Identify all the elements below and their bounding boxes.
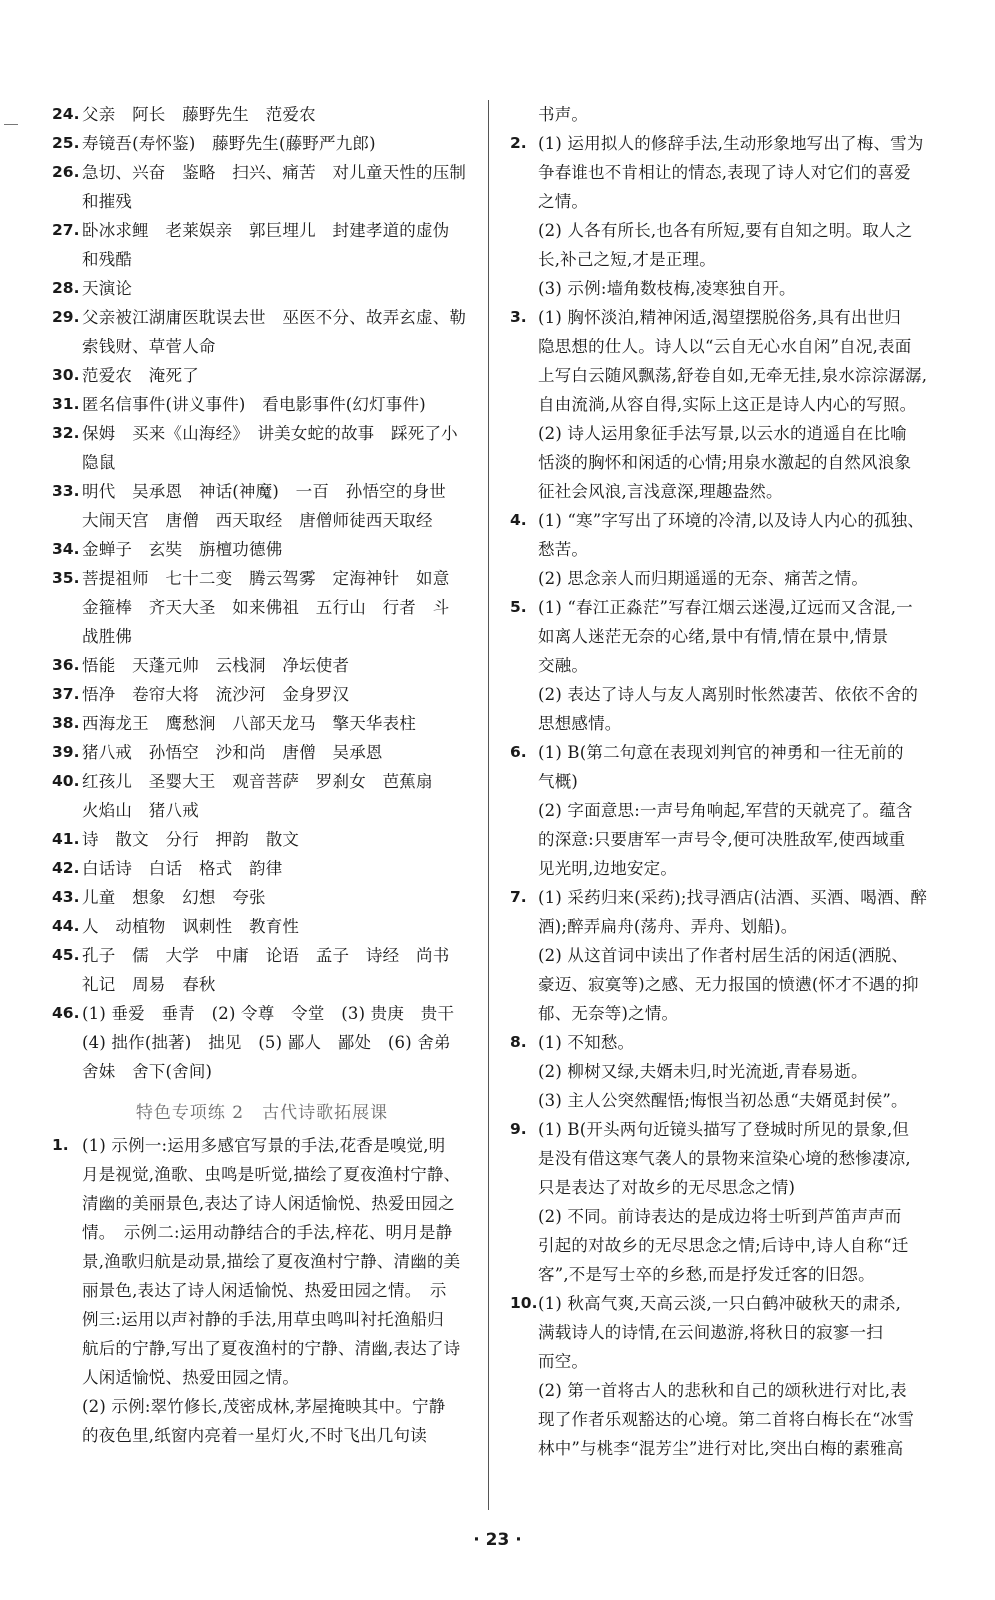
answer-line: 豪迈、寂寞等)之感、无力报国的愤懑(怀才不遇的抑 xyxy=(538,975,919,994)
item-number: 39. xyxy=(52,743,80,761)
item-number: 3. xyxy=(510,308,527,326)
item-number: 27. xyxy=(52,221,80,239)
answer-line: 匿名信事件(讲义事件) 看电影事件(幻灯事件) xyxy=(82,395,426,414)
answer-line: 悟能 天蓬元帅 云栈洞 净坛使者 xyxy=(82,656,350,675)
answer-line: (2) 第一首将古人的悲秋和自己的颂秋进行对比,表 xyxy=(538,1381,907,1400)
answer-line: 和摧残 xyxy=(82,192,133,211)
answer-item xyxy=(510,738,916,883)
answer-line: (2) 字面意思:一声号角响起,军营的天就亮了。蕴含 xyxy=(538,801,913,820)
item-number: 35. xyxy=(52,569,80,587)
answer-item xyxy=(510,506,925,593)
answer-line: 例三:运用以声衬静的手法,用草虫鸣叫衬托渔船归 xyxy=(82,1310,444,1329)
answer-line: (1) 垂爱 垂青 (2) 令尊 令堂 (3) 贵庚 贵干 xyxy=(82,1004,455,1023)
item-number: 42. xyxy=(52,859,80,877)
answer-line: 悟净 卷帘大将 流沙河 金身罗汉 xyxy=(82,685,350,704)
answer-line: 愁苦。 xyxy=(538,540,589,559)
answer-line: 交融。 xyxy=(538,656,589,675)
answer-line: 思想感情。 xyxy=(538,714,622,733)
answer-line: (3) 示例:墙角数枝梅,凌寒独自开。 xyxy=(538,279,796,298)
section-title: 特色专项练 2 古代诗歌拓展课 xyxy=(135,1103,389,1123)
item-number: 4. xyxy=(510,511,527,529)
answer-line: 战胜佛 xyxy=(82,627,133,646)
answer-line: 明代 吴承恩 神话(神魔) 一百 孙悟空的身世 xyxy=(82,482,446,501)
answer-line: (1) 示例一:运用多感官写景的手法,花香是嗅觉,明 xyxy=(82,1136,446,1155)
answer-item xyxy=(52,854,472,883)
answer-item xyxy=(52,564,472,651)
item-number: 36. xyxy=(52,656,80,674)
answer-line: (1) 不知愁。 xyxy=(538,1033,635,1052)
answer-item xyxy=(52,303,472,361)
right-column xyxy=(510,100,928,1463)
answer-line: 月是视觉,渔歌、虫鸣是听觉,描绘了夏夜渔村宁静、 xyxy=(82,1165,461,1184)
answer-line: 征社会风浪,言浅意深,理趣盎然。 xyxy=(538,482,783,501)
answer-line: 清幽的美丽景色,表达了诗人闲适愉悦、热爱田园之 xyxy=(82,1194,455,1213)
answer-line: 火焰山 猪八戒 xyxy=(82,801,199,820)
item-number: 32. xyxy=(52,424,80,442)
left-column xyxy=(52,100,472,1450)
answer-item xyxy=(510,1289,916,1463)
answer-item xyxy=(52,651,472,680)
answer-line: 金蝉子 玄奘 旃檀功德佛 xyxy=(82,540,283,559)
margin-mark xyxy=(4,124,18,125)
answer-item xyxy=(52,361,472,390)
answer-line: 父亲 阿长 藤野先生 范爱农 xyxy=(82,105,316,124)
item-number: 6. xyxy=(510,743,527,761)
answer-line: 如离人迷茫无奈的心绪,景中有情,情在景中,情景 xyxy=(538,627,889,646)
answer-line: 菩提祖师 七十二变 腾云驾雾 定海神针 如意 xyxy=(82,569,450,588)
answer-line: 西海龙王 鹰愁涧 八部天龙马 擎天华表柱 xyxy=(82,714,416,733)
answer-line: (4) 拙作(拙著) 拙见 (5) 鄙人 鄙处 (6) 舍弟 xyxy=(82,1033,451,1052)
answer-line: 客”,不是写士卒的乡愁,而是抒发迁客的旧怨。 xyxy=(538,1265,875,1284)
answer-line: 天演论 xyxy=(82,279,133,298)
answer-line: (1) 秋高气爽,天高云淡,一只白鹤冲破秋天的肃杀, xyxy=(538,1294,902,1313)
answer-item xyxy=(510,303,928,506)
answer-item xyxy=(52,477,472,535)
answer-line: 父亲被江湖庸医耽误去世 巫医不分、故弄玄虚、勒 xyxy=(82,308,467,327)
answer-line: 大闹天宫 唐僧 西天取经 唐僧师徒西天取经 xyxy=(82,511,433,530)
answer-line: (2) 思念亲人而归期遥遥的无奈、痛苦之情。 xyxy=(538,569,869,588)
answer-line: 恬淡的胸怀和闲适的心情;用泉水激起的自然风浪象 xyxy=(538,453,912,472)
item-number: 38. xyxy=(52,714,80,732)
answer-line: 景,渔歌归航是动景,描绘了夏夜渔村宁静、清幽的美 xyxy=(82,1252,461,1271)
answer-item xyxy=(52,274,472,303)
answer-line: (2) 从这首词中读出了作者村居生活的闲适(洒脱、 xyxy=(538,946,909,965)
answer-line: (2) 表达了诗人与友人离别时怅然凄苦、依依不舍的 xyxy=(538,685,919,704)
item-number: 30. xyxy=(52,366,80,384)
answer-item xyxy=(52,1131,472,1450)
answer-line: (2) 人各有所长,也各有所短,要有自知之明。取人之 xyxy=(538,221,913,240)
answer-line: 范爱农 淹死了 xyxy=(82,366,199,385)
answer-item xyxy=(52,767,472,825)
answer-item xyxy=(510,1028,916,1115)
answer-line: 争春谁也不肯相让的情态,表现了诗人对它们的喜爱 xyxy=(538,163,911,182)
answer-line: 人闲适愉悦、热爱田园之情。 xyxy=(82,1368,300,1387)
answer-line: 只是表达了对故乡的无尽思念之情) xyxy=(538,1178,796,1197)
answer-line: 之情。 xyxy=(538,192,589,211)
item-number: 43. xyxy=(52,888,80,906)
answer-line: 上写白云随风飘荡,舒卷自如,无牵无挂,泉水淙淙潺潺, xyxy=(538,366,928,385)
item-number: 2. xyxy=(510,134,527,152)
answer-line: 而空。 xyxy=(538,1352,589,1371)
answer-line: 丽景色,表达了诗人闲适愉悦、热爱田园之情。 示 xyxy=(82,1281,447,1300)
answer-item xyxy=(510,129,924,303)
item-number: 24. xyxy=(52,105,80,123)
item-number: 10. xyxy=(510,1294,538,1312)
continued-text xyxy=(510,100,916,129)
answer-line: 诗 散文 分行 押韵 散文 xyxy=(82,830,300,849)
answer-item xyxy=(52,941,472,999)
answer-line: 见光明,边地安定。 xyxy=(538,859,678,878)
answer-line: 长,补己之短,才是正理。 xyxy=(538,250,716,269)
answer-line: (2) 不同。前诗表达的是成边将士听到芦笛声声而 xyxy=(538,1207,902,1226)
answer-item xyxy=(52,680,472,709)
answer-line: 情。 示例二:运用动静结合的手法,梓花、明月是静 xyxy=(82,1223,453,1242)
answer-item xyxy=(52,535,472,564)
answer-line: 保姆 买来《山海经》 讲美女蛇的故事 踩死了小 xyxy=(82,424,458,443)
answer-item xyxy=(510,1115,916,1289)
answer-line: 隐思想的仕人。诗人以“云自无心水自闲”自况,表面 xyxy=(538,337,912,356)
answer-line: (1) “春江正淼茫”写春江烟云迷漫,辽远而又含混,一 xyxy=(538,598,913,617)
answer-line: 林中”与桃李“混芳尘”进行对比,突出白梅的素雅高 xyxy=(538,1439,904,1458)
answer-line: 气概) xyxy=(538,772,579,791)
answer-item xyxy=(52,158,472,216)
answer-line: 白话诗 白话 格式 韵律 xyxy=(82,859,283,878)
item-number: 8. xyxy=(510,1033,527,1051)
answer-item xyxy=(52,390,472,419)
answer-line: 引起的对故乡的无尽思念之情;后诗中,诗人自称“迁 xyxy=(538,1236,909,1255)
answer-item xyxy=(52,129,472,158)
item-number: 40. xyxy=(52,772,80,790)
answer-item xyxy=(52,419,472,477)
answer-line: (3) 主人公突然醒悟;悔恨当初怂恿“夫婿觅封侯”。 xyxy=(538,1091,908,1110)
answer-line: 现了作者乐观豁达的心境。第二首将白梅长在“冰雪 xyxy=(538,1410,915,1429)
item-number: 1. xyxy=(52,1136,69,1154)
item-number: 37. xyxy=(52,685,80,703)
answer-line: 航后的宁静,写出了夏夜渔村的宁静、清幽,表达了诗 xyxy=(82,1339,461,1358)
answer-item xyxy=(52,216,472,274)
item-number: 29. xyxy=(52,308,80,326)
item-number: 44. xyxy=(52,917,80,935)
answer-item xyxy=(510,883,928,1028)
answer-line: (2) 诗人运用象征手法写景,以云水的逍遥自在比喻 xyxy=(538,424,907,443)
answer-line: 的夜色里,纸窗内亮着一星灯火,不时飞出几句读 xyxy=(82,1426,427,1445)
item-number: 28. xyxy=(52,279,80,297)
answer-line: 和残酷 xyxy=(82,250,133,269)
answer-line: (1) 胸怀淡泊,精神闲适,渴望摆脱俗务,具有出世归 xyxy=(538,308,902,327)
item-number: 5. xyxy=(510,598,527,616)
answer-line: (2) 示例:翠竹修长,茂密成林,茅屋掩映其中。宁静 xyxy=(82,1397,446,1416)
answer-item xyxy=(52,709,472,738)
item-number: 33. xyxy=(52,482,80,500)
answer-item xyxy=(52,100,472,129)
answer-line: 猪八戒 孙悟空 沙和尚 唐僧 吴承恩 xyxy=(82,743,383,762)
answer-line: 书声。 xyxy=(538,105,589,124)
answer-line: (1) B(开头两句近镜头描写了登城时所见的景象,但 xyxy=(538,1120,910,1139)
answer-line: 儿童 想象 幻想 夸张 xyxy=(82,888,266,907)
column-divider xyxy=(488,100,489,1510)
answer-line: 金箍棒 齐天大圣 如来佛祖 五行山 行者 斗 xyxy=(82,598,450,617)
answer-line: 的深意:只要唐军一声号令,便可决胜敌军,使西域重 xyxy=(538,830,906,849)
item-number: 34. xyxy=(52,540,80,558)
answer-line: 急切、兴奋 鉴略 扫兴、痛苦 对儿童天性的压制 xyxy=(82,163,467,182)
answer-line: 隐鼠 xyxy=(82,453,116,472)
page-number: · 23 · xyxy=(473,1530,522,1550)
answer-line: (1) 运用拟人的修辞手法,生动形象地写出了梅、雪为 xyxy=(538,134,924,153)
answer-line: 索钱财、草菅人命 xyxy=(82,337,216,356)
answer-item xyxy=(52,738,472,767)
item-number: 9. xyxy=(510,1120,527,1138)
item-number: 31. xyxy=(52,395,80,413)
answer-line: (1) 采药归来(采药);找寻酒店(沽酒、买酒、喝酒、醉 xyxy=(538,888,928,907)
item-number: 25. xyxy=(52,134,80,152)
answer-line: (1) “寒”字写出了环境的冷清,以及诗人内心的孤独、 xyxy=(538,511,925,530)
answer-line: 郁、无奈等)之情。 xyxy=(538,1004,679,1023)
item-number: 45. xyxy=(52,946,80,964)
item-number: 26. xyxy=(52,163,80,181)
answer-item xyxy=(52,912,472,941)
answer-line: 红孩儿 圣婴大王 观音菩萨 罗刹女 芭蕉扇 xyxy=(82,772,433,791)
item-number: 7. xyxy=(510,888,527,906)
answer-item xyxy=(52,825,472,854)
answer-item xyxy=(510,593,919,738)
answer-line: 是没有借这寒气袭人的景物来渲染心境的愁惨凄凉, xyxy=(538,1149,911,1168)
answer-line: (2) 柳树又绿,夫婿未归,时光流逝,青春易逝。 xyxy=(538,1062,868,1081)
answer-line: 自由流淌,从容自得,实际上这正是诗人内心的写照。 xyxy=(538,395,917,414)
answer-line: 舍妹 舍下(舍间) xyxy=(82,1062,213,1081)
answer-line: 礼记 周易 春秋 xyxy=(82,975,216,994)
answer-item xyxy=(52,999,472,1086)
answer-line: 卧冰求鲤 老莱娱亲 郭巨埋儿 封建孝道的虚伪 xyxy=(82,221,450,240)
answer-line: 寿镜吾(寿怀鉴) 藤野先生(藤野严九郎) xyxy=(82,134,376,153)
answer-line: 满载诗人的诗情,在云间遨游,将秋日的寂寥一扫 xyxy=(538,1323,883,1342)
answer-line: 孔子 儒 大学 中庸 论语 孟子 诗经 尚书 xyxy=(82,946,450,965)
answer-line: 人 动植物 讽刺性 教育性 xyxy=(82,917,300,936)
item-number: 41. xyxy=(52,830,80,848)
item-number: 46. xyxy=(52,1004,80,1022)
answer-item xyxy=(52,883,472,912)
answer-line: (1) B(第二句意在表现刘判官的神勇和一往无前的 xyxy=(538,743,904,762)
answer-line: 酒);醉弄扁舟(荡舟、弄舟、划船)。 xyxy=(538,917,798,936)
